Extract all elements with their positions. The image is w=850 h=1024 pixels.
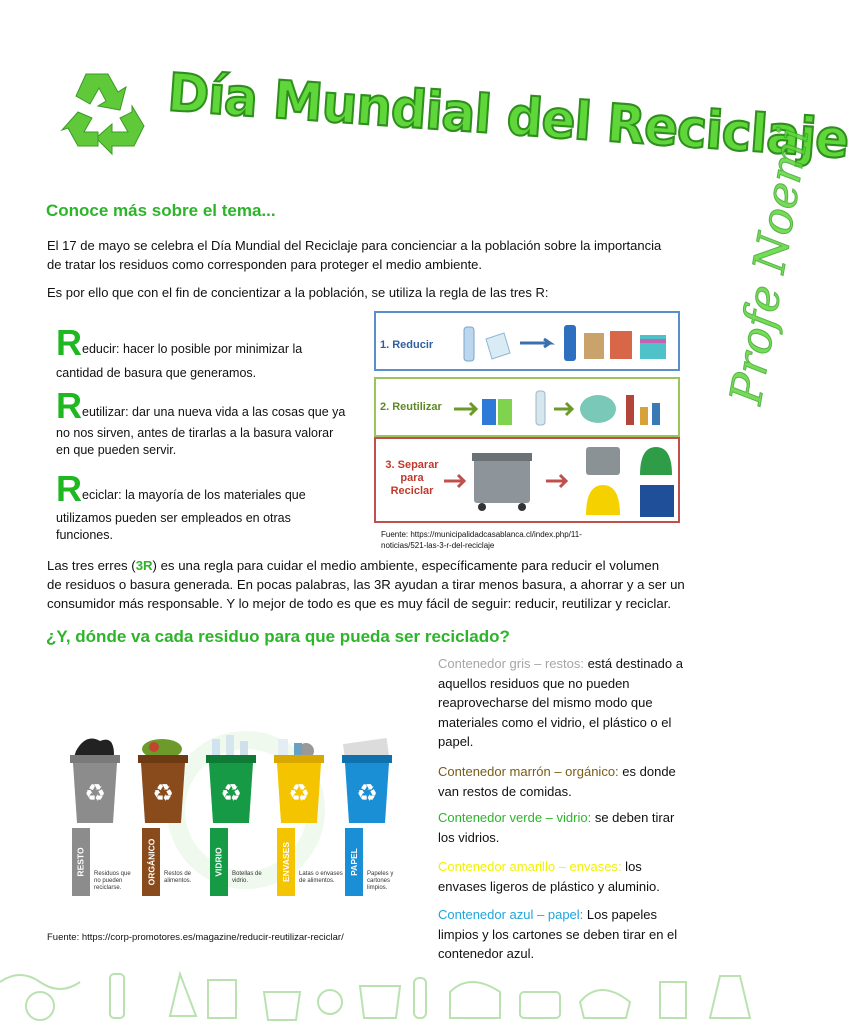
summary-paragraph: Las tres erres (3R) es una regla para cuidar el medio ambiente, específicamente para reducir el volumen de residuos o basura generada. En pocas palabras, las 3R ayudan a tirar menos basura, a ahorrar y a ser un consumidor más responsable. Y lo mejor de todo es que es muy fácil de seguir: reducir, reutilizar y reciclar. (47, 558, 685, 611)
tag-envases-desc: Latas o envases de alimentos. (299, 871, 343, 884)
recycle-logo-icon (56, 66, 152, 158)
intro-paragraph-2: Es por ello que con el fin de concientizar a la población, se utiliza la regla de las tres R: (47, 285, 549, 300)
tag-resto: RESTO (72, 828, 90, 896)
intro-paragraph-1: El 17 de mayo se celebra el Día Mundial del Reciclaje para concienciar a la población sobre la importancia de tratar los residuos como corresponden para proteger el medio ambiente. (47, 238, 662, 272)
tag-resto-desc: Residuos que no pueden reciclarse. (94, 871, 131, 891)
decorative-footer-icon (0, 962, 768, 1024)
reutilizar-panel: 2. Reutilizar (374, 377, 680, 437)
contenedor-marron-desc: Contenedor marrón – orgánico: es donde van restos de comidas. (438, 764, 676, 799)
tag-vidrio: VIDRIO (210, 828, 228, 896)
bin-azul-icon (342, 747, 392, 823)
bin-gris-icon (70, 747, 120, 823)
intro-heading: Conoce más sobre el tema... (46, 201, 276, 220)
bins-source: Fuente: https://corp-promotores.es/magazine/reducir-reutilizar-reciclar/ (47, 932, 344, 943)
svg-text:♻: ♻ (288, 779, 310, 807)
page-title: Día Mundial del Reciclaje (165, 62, 850, 171)
rule-reutilizar: Reutilizar: dar una nueva vida a las cosas que ya no nos sirven, antes de tirarlas a la basura valorar en que pueden servir. (56, 385, 346, 457)
tag-papel-desc: Papeles y cartones limpios. (367, 871, 394, 891)
reducir-panel: 1. Reducir (374, 311, 680, 371)
svg-text:♻: ♻ (152, 779, 174, 807)
rule-reciclar: Reciclar: la mayoría de los materiales que utilizamos pueden ser empleados en otras funciones. (56, 468, 306, 542)
three-r-source: Fuente: https://municipalidadcasablanca.cl/index.php/11- noticias/521-las-3-r-del-reciclaje (381, 530, 582, 550)
signature: Profe Noemi (720, 123, 820, 408)
bin-verde (206, 747, 256, 823)
bin-amarillo (274, 747, 324, 823)
bin-amarillo-icon (274, 747, 324, 823)
contenedor-verde-desc: Contenedor verde – vidrio: se deben tirar los vidrios. (438, 810, 675, 845)
bin-marron-icon (138, 747, 188, 823)
reciclar-containers-icon (442, 445, 678, 521)
tag-organico: ORGÁNICO (142, 828, 160, 896)
tag-organico-desc: Restos de alimentos. (164, 871, 192, 884)
svg-text:♻: ♻ (220, 779, 242, 807)
bin-marron (138, 747, 188, 823)
contenedor-amarillo-desc: Contenedor amarillo – envases: los envases ligeros de plástico y aluminio. (438, 859, 660, 894)
tag-papel: PAPEL (345, 828, 363, 896)
rule-reducir: Reducir: hacer lo posible por minimizar la cantidad de basura que generamos. (56, 322, 303, 380)
three-r-illustration (374, 311, 682, 525)
tag-envases: ENVASES (277, 828, 295, 896)
bin-gris (70, 747, 120, 823)
bin-verde-icon (206, 747, 256, 823)
contenedor-gris-desc: Contenedor gris – restos: está destinado a aquellos residuos que no pueden reaprovecharse del mismo modo que materiales como el vidrio, el plástico o el papel. (438, 656, 683, 749)
svg-text:♻: ♻ (84, 779, 106, 807)
svg-text:♻: ♻ (356, 779, 378, 807)
reutilizar-items-icon (450, 385, 676, 433)
tag-vidrio-desc: Botellas de vidrio. (232, 871, 262, 884)
contenedor-azul-desc: Contenedor azul – papel: Los papeles limpios y los cartones se deben tirar en el contenedor azul. (438, 907, 678, 961)
question-heading: ¿Y, dónde va cada residuo para que pueda ser reciclado? (46, 627, 510, 646)
bin-azul (342, 747, 392, 823)
reducir-items-icon (460, 319, 676, 367)
reciclar-panel: 3. Separar para Reciclar (374, 437, 680, 523)
